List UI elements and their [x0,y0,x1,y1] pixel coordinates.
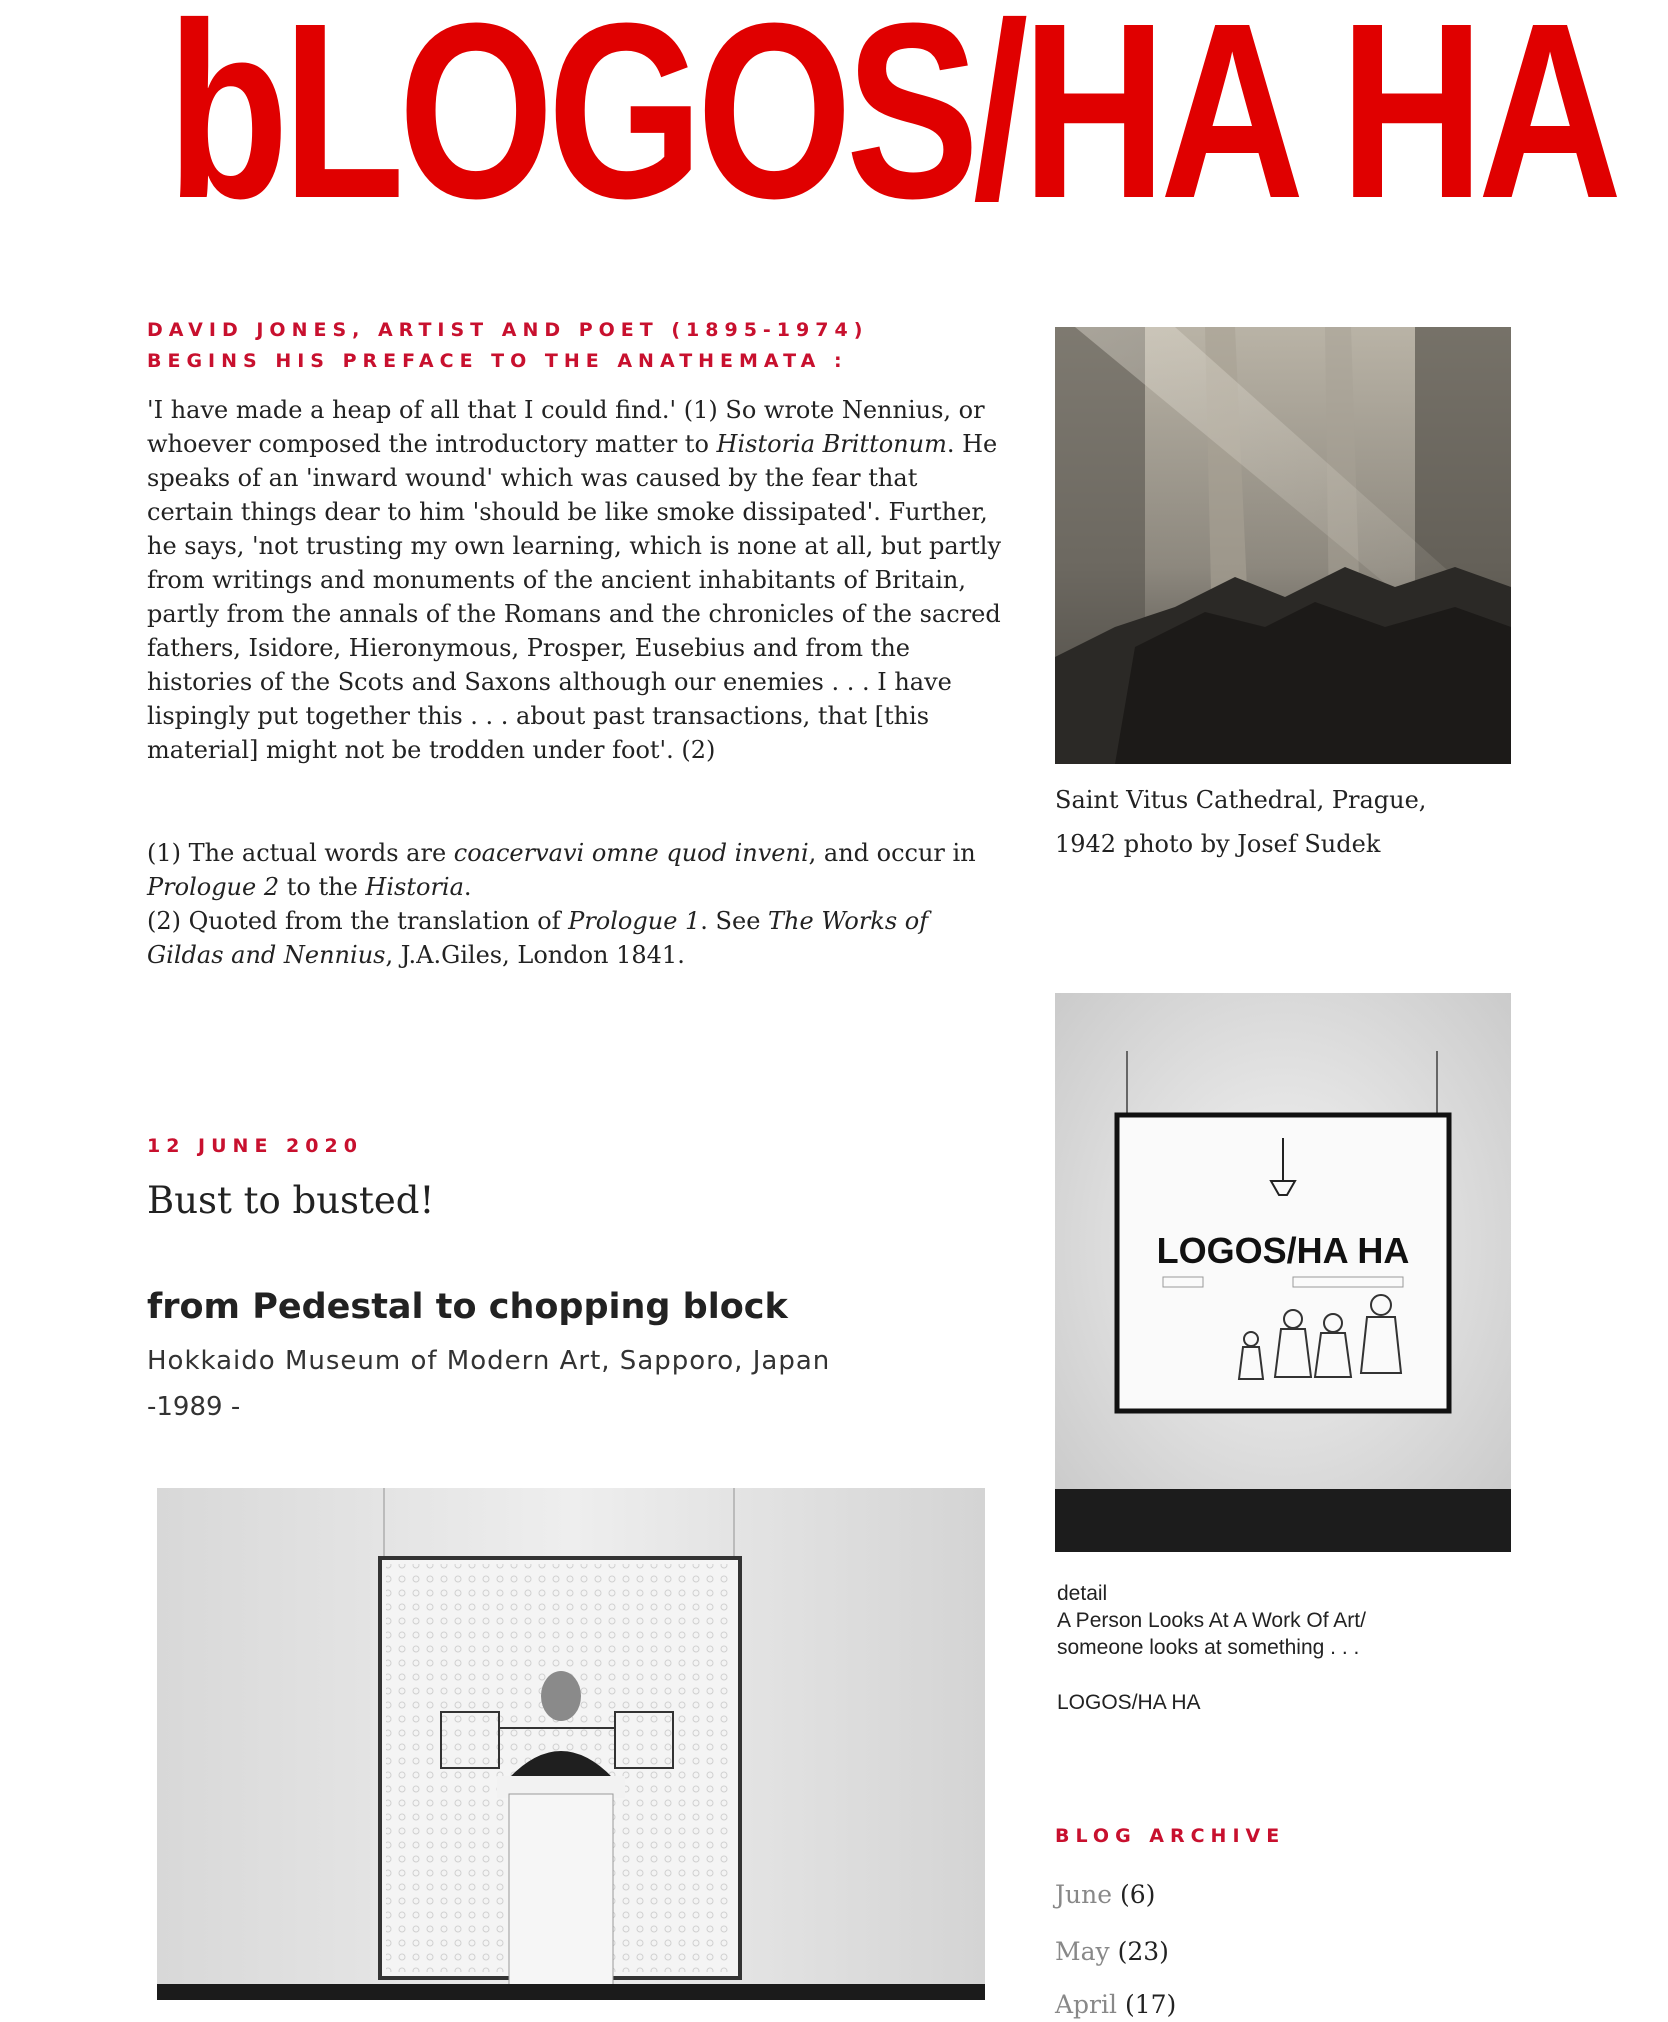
logos-caption-line2: A Person Looks At A Work Of Art/ [1057,1609,1366,1632]
blog-archive-heading: BLOG ARCHIVE [1055,1825,1286,1847]
archive-item-june[interactable] [1055,1878,1155,1912]
archive-month-link[interactable]: June [1055,1880,1113,1909]
archive-item-april[interactable] [1055,1988,1176,2022]
post-year: -1989 - [147,1392,241,1422]
footnote-1 [147,836,1007,904]
footnote-1-text-b: , and occur in [808,839,976,867]
blog-title[interactable]: bLOGOS/HA HA [166,0,1616,250]
cathedral-caption [1055,778,1525,866]
logos-artwork-image [1055,993,1511,1552]
intro-quote [147,393,1007,767]
footnote-2-text-c: , J.A.Giles, London 1841. [385,941,685,969]
footnote-1-text-c: to the [279,873,366,901]
cathedral-image [1055,327,1511,764]
post-photo[interactable] [157,1488,985,2000]
post-title[interactable]: Bust to busted! [147,1179,435,1222]
footnote-1-text-d: . [463,873,472,901]
footnote-1-latin: coacervavi omne quod inveni [453,839,809,867]
logos-artwork-text: LOGOS/HA HA [1156,1230,1410,1271]
post-subtitle: from Pedestal to chopping block [147,1287,788,1327]
logos-caption [1057,1580,1527,1661]
footnote-2-works: The Works of Gildas and Nennius [147,907,929,969]
intro-footnotes [147,836,1007,972]
intro-heading [147,315,1007,377]
logos-caption-line1: detail [1057,1582,1108,1605]
footnote-1-historia: Historia [365,873,464,901]
footnote-1-prologue: Prologue 2 [147,873,280,901]
footnote-2 [147,904,1007,972]
cathedral-photo[interactable] [1055,327,1511,764]
post-location: Hokkaido Museum of Modern Art, Sapporo, Japan [147,1346,831,1376]
logos-caption-signature: LOGOS/HA HA [1057,1691,1201,1714]
gallery-bust-photo [157,1488,985,2000]
archive-count: (6) [1119,1880,1156,1909]
logos-artwork-photo[interactable] [1055,993,1511,1552]
logos-caption-line3: someone looks at something . . . [1057,1636,1360,1659]
footnote-1-text-a: (1) The actual words are [147,839,454,867]
archive-count: (17) [1124,1990,1177,2019]
archive-count: (23) [1117,1937,1169,1966]
intro-quote-rest: . He speaks of an 'inward wound' which was caused by the fear that certain things dear to him 'should be like smoke dissipated'. Further, he says, 'not trusting my own learning, which is none at all, but partly from writings and monuments of the ancient inhabitants of Britain, partly from the annals of the Romans and the chronicles of the sacred fathers, Isidore, Hieronymous, Prosper, Eusebius and from the histories of the Scots and Saxons although our enemies . . . I have lispingly put together this . . . about past transactions, that [this material] might not be trodden under foot'. (2) [147,430,1002,764]
cathedral-caption-line1: Saint Vitus Cathedral, Prague, [1055,786,1427,814]
intro-quote-work: Historia Brittonum [716,430,947,458]
archive-item-may[interactable] [1055,1935,1169,1969]
blog-banner[interactable] [0,0,1668,250]
intro-quote-open: 'I have made a heap of all that I could find.' (1) So wrote Nennius, or whoever composed the introductory matter to [147,396,985,458]
footnote-2-text-b: . See [700,907,769,935]
archive-month-link[interactable]: April [1055,1990,1117,2019]
footnote-2-prologue: Prologue 1 [568,907,701,935]
cathedral-caption-line2: 1942 photo by Josef Sudek [1055,830,1381,858]
intro-heading-line1: DAVID JONES, ARTIST AND POET (1895-1974) [147,319,869,341]
archive-month-link[interactable]: May [1055,1937,1110,1966]
post-date: 12 JUNE 2020 [147,1135,363,1157]
footnote-2-text-a: (2) Quoted from the translation of [147,907,569,935]
intro-heading-line2: BEGINS HIS PREFACE TO THE ANATHEMATA : [147,350,848,372]
